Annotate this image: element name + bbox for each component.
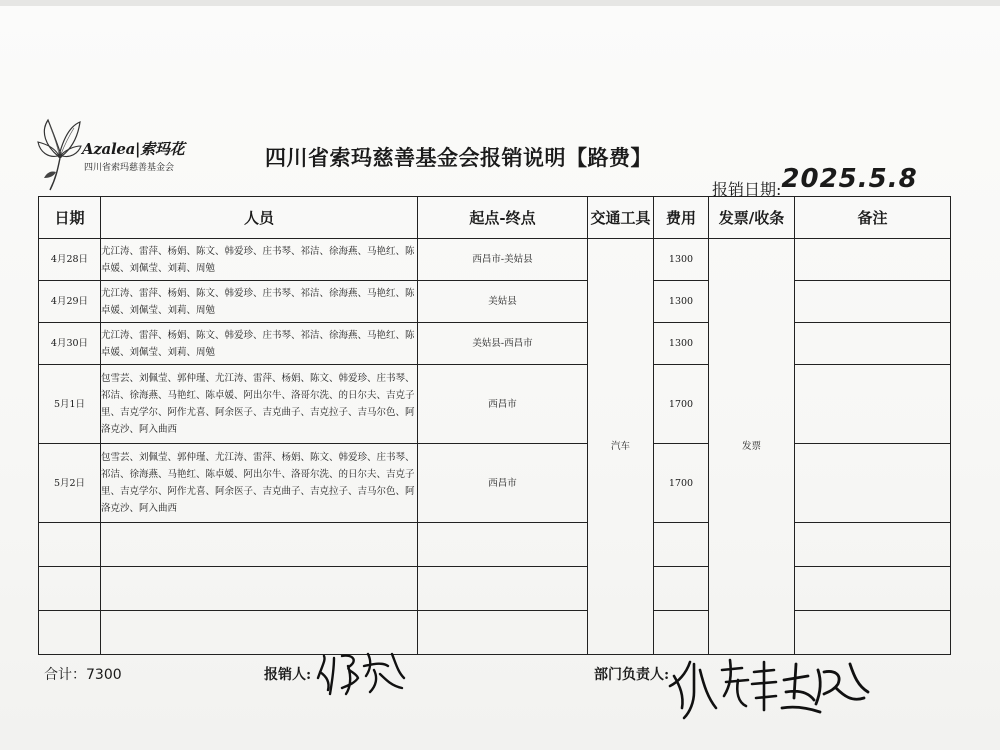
col-header-transport: 交通工具	[588, 197, 654, 239]
row-persons: 尤江涛、雷萍、杨娟、陈文、韩爱珍、庄书琴、祁洁、徐海燕、马艳红、陈卓媛、刘佩莹、刘莉、周勉	[101, 323, 418, 365]
total-amount: 合计：7300	[44, 667, 122, 683]
table-row	[39, 323, 951, 365]
row-persons: 尤江涛、雷萍、杨娟、陈文、韩爱珍、庄书琴、祁洁、徐海燕、马艳红、陈卓媛、刘佩莹、刘莉、周勉	[101, 281, 418, 323]
empty-cell	[795, 567, 951, 611]
reporter-signature	[312, 648, 412, 696]
row-fee: 1700	[654, 444, 709, 523]
empty-cell	[795, 523, 951, 567]
expense-table	[38, 196, 951, 655]
col-header-invoice: 发票/收条	[709, 197, 795, 239]
empty-cell	[418, 567, 588, 611]
row-persons: 尤江涛、雷萍、杨娟、陈文、韩爱珍、庄书琴、祁洁、徐海燕、马艳红、陈卓媛、刘佩莹、刘莉、周勉	[101, 239, 418, 281]
table-row-empty	[39, 567, 951, 611]
row-route: 美姑县-西昌市	[418, 323, 588, 365]
report-date-label: 报销日期:	[712, 180, 782, 199]
col-header-remarks: 备注	[795, 197, 951, 239]
table-header-row	[39, 197, 951, 239]
row-persons: 包雪芸、刘佩莹、郭仲瑾、尤江涛、雷萍、杨娟、陈文、韩爱珍、庄书琴、祁洁、徐海燕、马艳红、陈卓媛、阿出尔牛、洛哥尔洗、的日尔夫、吉克子里、吉克学尔、阿作尤喜、阿余医子、吉克曲子、吉克拉子、吉马尔色、阿洛克沙、阿入曲西	[101, 365, 418, 444]
row-remarks	[795, 281, 951, 323]
col-header-date: 日期	[39, 197, 101, 239]
row-date: 5月2日	[39, 444, 101, 523]
empty-cell	[654, 523, 709, 567]
row-persons: 包雪芸、刘佩莹、郭仲瑾、尤江涛、雷萍、杨娟、陈文、韩爱珍、庄书琴、祁洁、徐海燕、马艳红、陈卓媛、阿出尔牛、洛哥尔洗、的日尔夫、吉克子里、吉克学尔、阿作尤喜、阿余医子、吉克曲子、吉克拉子、吉马尔色、阿洛克沙、阿入曲西	[101, 444, 418, 523]
empty-cell	[101, 523, 418, 567]
table-row	[39, 444, 951, 523]
row-remarks	[795, 239, 951, 281]
empty-cell	[418, 611, 588, 655]
empty-cell	[418, 523, 588, 567]
row-fee: 1300	[654, 239, 709, 281]
reporter-label: 报销人:	[264, 667, 312, 683]
table-row	[39, 365, 951, 444]
document-title: 四川省索玛慈善基金会报销说明【路费】	[265, 145, 652, 170]
empty-cell	[654, 611, 709, 655]
report-date-value: 2025.5.8	[781, 164, 918, 194]
table-row-empty	[39, 523, 951, 567]
azalea-flower-icon	[36, 112, 82, 192]
row-route: 美姑县	[418, 281, 588, 323]
row-remarks	[795, 444, 951, 523]
invoice-cell: 发票	[709, 239, 795, 655]
row-fee: 1700	[654, 365, 709, 444]
col-header-fee: 费用	[654, 197, 709, 239]
col-header-persons: 人员	[101, 197, 418, 239]
logo-subtitle: 四川省索玛慈善基金会	[84, 163, 175, 173]
row-date: 5月1日	[39, 365, 101, 444]
dept-head-label: 部门负责人:	[594, 667, 670, 683]
empty-cell	[39, 567, 101, 611]
row-route: 西昌市-美姑县	[418, 239, 588, 281]
foundation-logo	[36, 112, 186, 192]
table-row	[39, 281, 951, 323]
table-row	[39, 239, 951, 281]
empty-cell	[101, 567, 418, 611]
row-route: 西昌市	[418, 444, 588, 523]
empty-cell	[39, 523, 101, 567]
row-date: 4月30日	[39, 323, 101, 365]
col-header-route: 起点-终点	[418, 197, 588, 239]
transport-cell: 汽车	[588, 239, 654, 655]
logo-brand-name: Azalea|索玛花	[82, 140, 185, 158]
empty-cell	[39, 611, 101, 655]
row-fee: 1300	[654, 281, 709, 323]
row-remarks	[795, 365, 951, 444]
empty-cell	[795, 611, 951, 655]
scan-edge	[0, 0, 1000, 6]
row-fee: 1300	[654, 323, 709, 365]
row-route: 西昌市	[418, 365, 588, 444]
row-remarks	[795, 323, 951, 365]
row-date: 4月29日	[39, 281, 101, 323]
empty-cell	[654, 567, 709, 611]
row-date: 4月28日	[39, 239, 101, 281]
table-row-empty	[39, 611, 951, 655]
dept-head-signature	[664, 652, 874, 722]
